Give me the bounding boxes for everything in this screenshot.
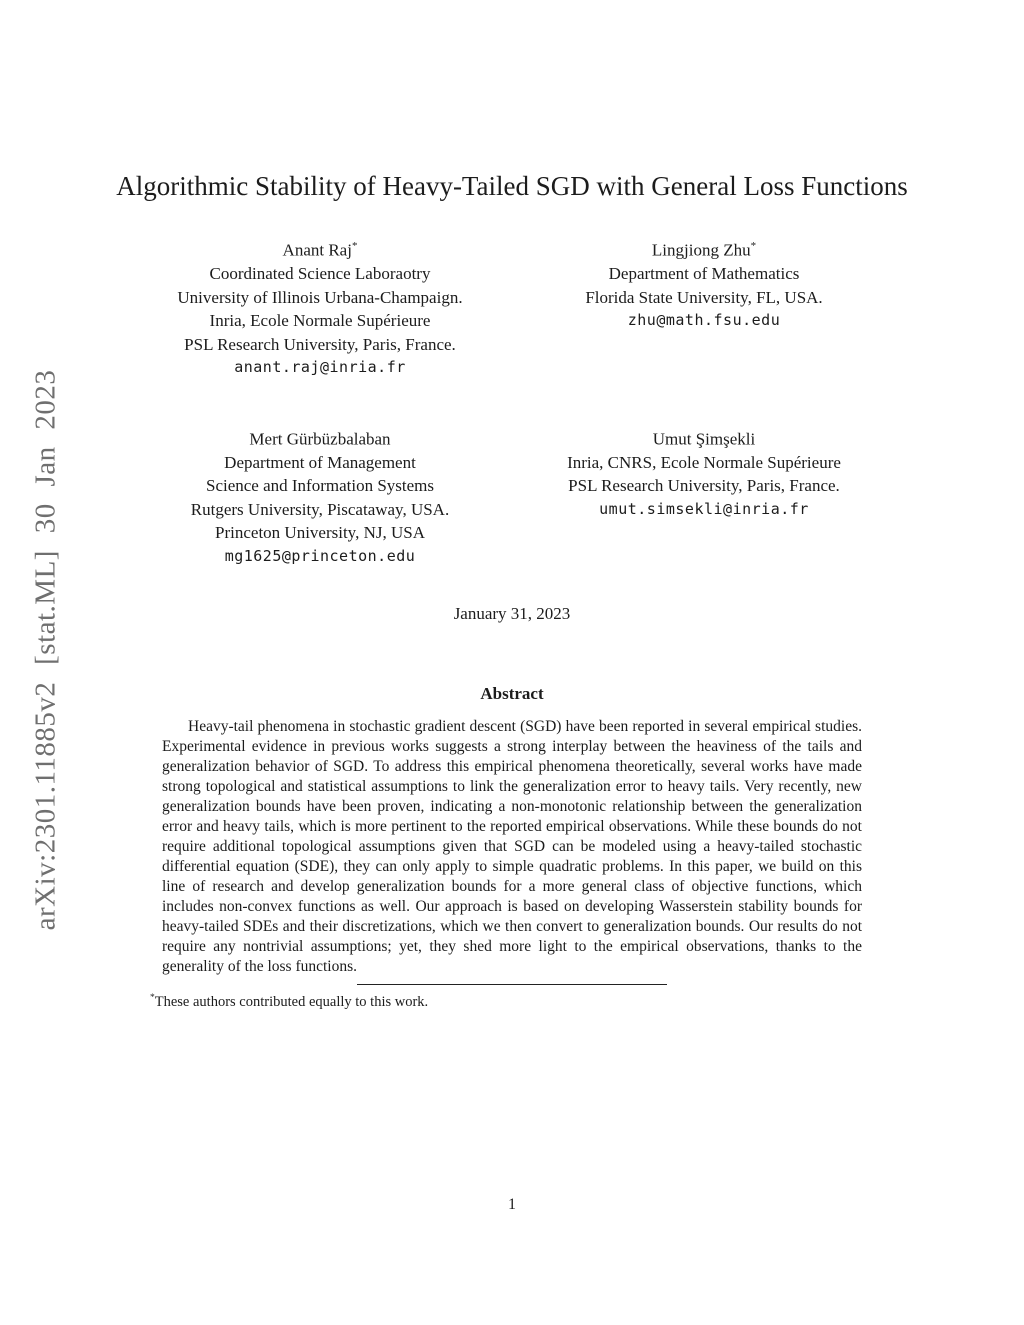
abstract-section (128, 684, 896, 977)
footnote (128, 993, 896, 1011)
paper-content (116, 0, 908, 1213)
author-name-text: Anant Raj (282, 240, 352, 260)
affiliation-line: Inria, Ecole Normale Supérieure (209, 311, 431, 331)
author-footnote-mark: * (750, 240, 757, 252)
footnote-rule (357, 984, 667, 985)
author-email: umut.simsekli@inria.fr (599, 499, 809, 518)
affiliation-line: Science and Information Systems (205, 476, 435, 496)
affiliation-line: University of Illinois Urbana-Champaign. (177, 287, 463, 307)
affiliation-line: PSL Research University, Paris, France. (184, 334, 456, 354)
affiliation-line: Department of Management (224, 452, 416, 472)
author-name (128, 235, 512, 262)
author-block-anant-raj (128, 235, 512, 380)
author-block-umut-simsekli (512, 424, 896, 569)
affiliation-line: Inria, CNRS, Ecole Normale Supérieure (567, 452, 841, 472)
affiliation-line: PSL Research University, Paris, France. (568, 476, 840, 496)
affiliation-line: Rutgers University, Piscataway, USA. (190, 499, 450, 519)
author-footnote-mark: * (351, 240, 358, 252)
author-name (128, 424, 512, 451)
affiliation-line: Department of Mathematics (608, 264, 800, 284)
abstract-heading: Abstract (480, 684, 544, 704)
author-name (512, 424, 896, 451)
affiliation-line: Coordinated Science Laboraotry (209, 264, 431, 284)
footnote-text: These authors contributed equally to this work. (154, 994, 429, 1011)
author-blocks (128, 235, 896, 568)
author-email: anant.raj@inria.fr (234, 358, 406, 377)
abstract-text: Heavy-tail phenomena in stochastic gradient descent (SGD) have been reported in several empirical studies. Experimental evidence in previous works suggests a strong interplay between the heaviness of the tails and generalization behavior of SGD. To address this empirical phenomena theoretically, several works have made strong topological and statistical assumptions to link the generalization error to heavy tails. Very recently, new generalization bounds have been proven, indicating a non-monotonic relationship between the generalization error and heavy tails, which is more pertinent to the reported empirical observations. While these bounds do not require additional topological assumptions given that SGD can be modeled using a heavy-tailed stochastic differential equation (SDE), they can only apply to simple quadratic problems. In this paper, we build on this line of research and develop generalization bounds for a more general class of objective functions, which includes non-convex functions as well. Our approach is based on developing Wasserstein stability bounds for heavy-tailed SDEs and their discretizations, which we then convert to generalization bounds. Our results do not require any nontrivial assumptions; yet, they shed more light to the empirical observations, thanks to the generality of the loss functions. (162, 718, 862, 976)
affiliation-line: Princeton University, NJ, USA (215, 523, 425, 543)
author-name-text: Mert Gürbüzbalaban (249, 429, 391, 449)
author-name-text: Umut Şimşekli (652, 429, 756, 449)
arxiv-watermark: arXiv:2301.11885v2 [stat.ML] 30 Jan 2023 (29, 369, 62, 931)
paper-date: January 31, 2023 (453, 604, 571, 624)
author-block-mert-gurbuzbalaban (128, 424, 512, 569)
footnote-mark: * (150, 993, 155, 1004)
author-email: mg1625@princeton.edu (224, 546, 416, 565)
author-email: zhu@math.fsu.edu (627, 311, 781, 330)
page-number: 1 (508, 1196, 516, 1213)
paper-title: Algorithmic Stability of Heavy-Tailed SGD with General Loss Functions (116, 171, 908, 201)
author-name (512, 235, 896, 262)
author-name-text: Lingjiong Zhu (651, 240, 751, 260)
affiliation-line: Florida State University, FL, USA. (585, 287, 823, 307)
author-block-lingjiong-zhu (512, 235, 896, 380)
